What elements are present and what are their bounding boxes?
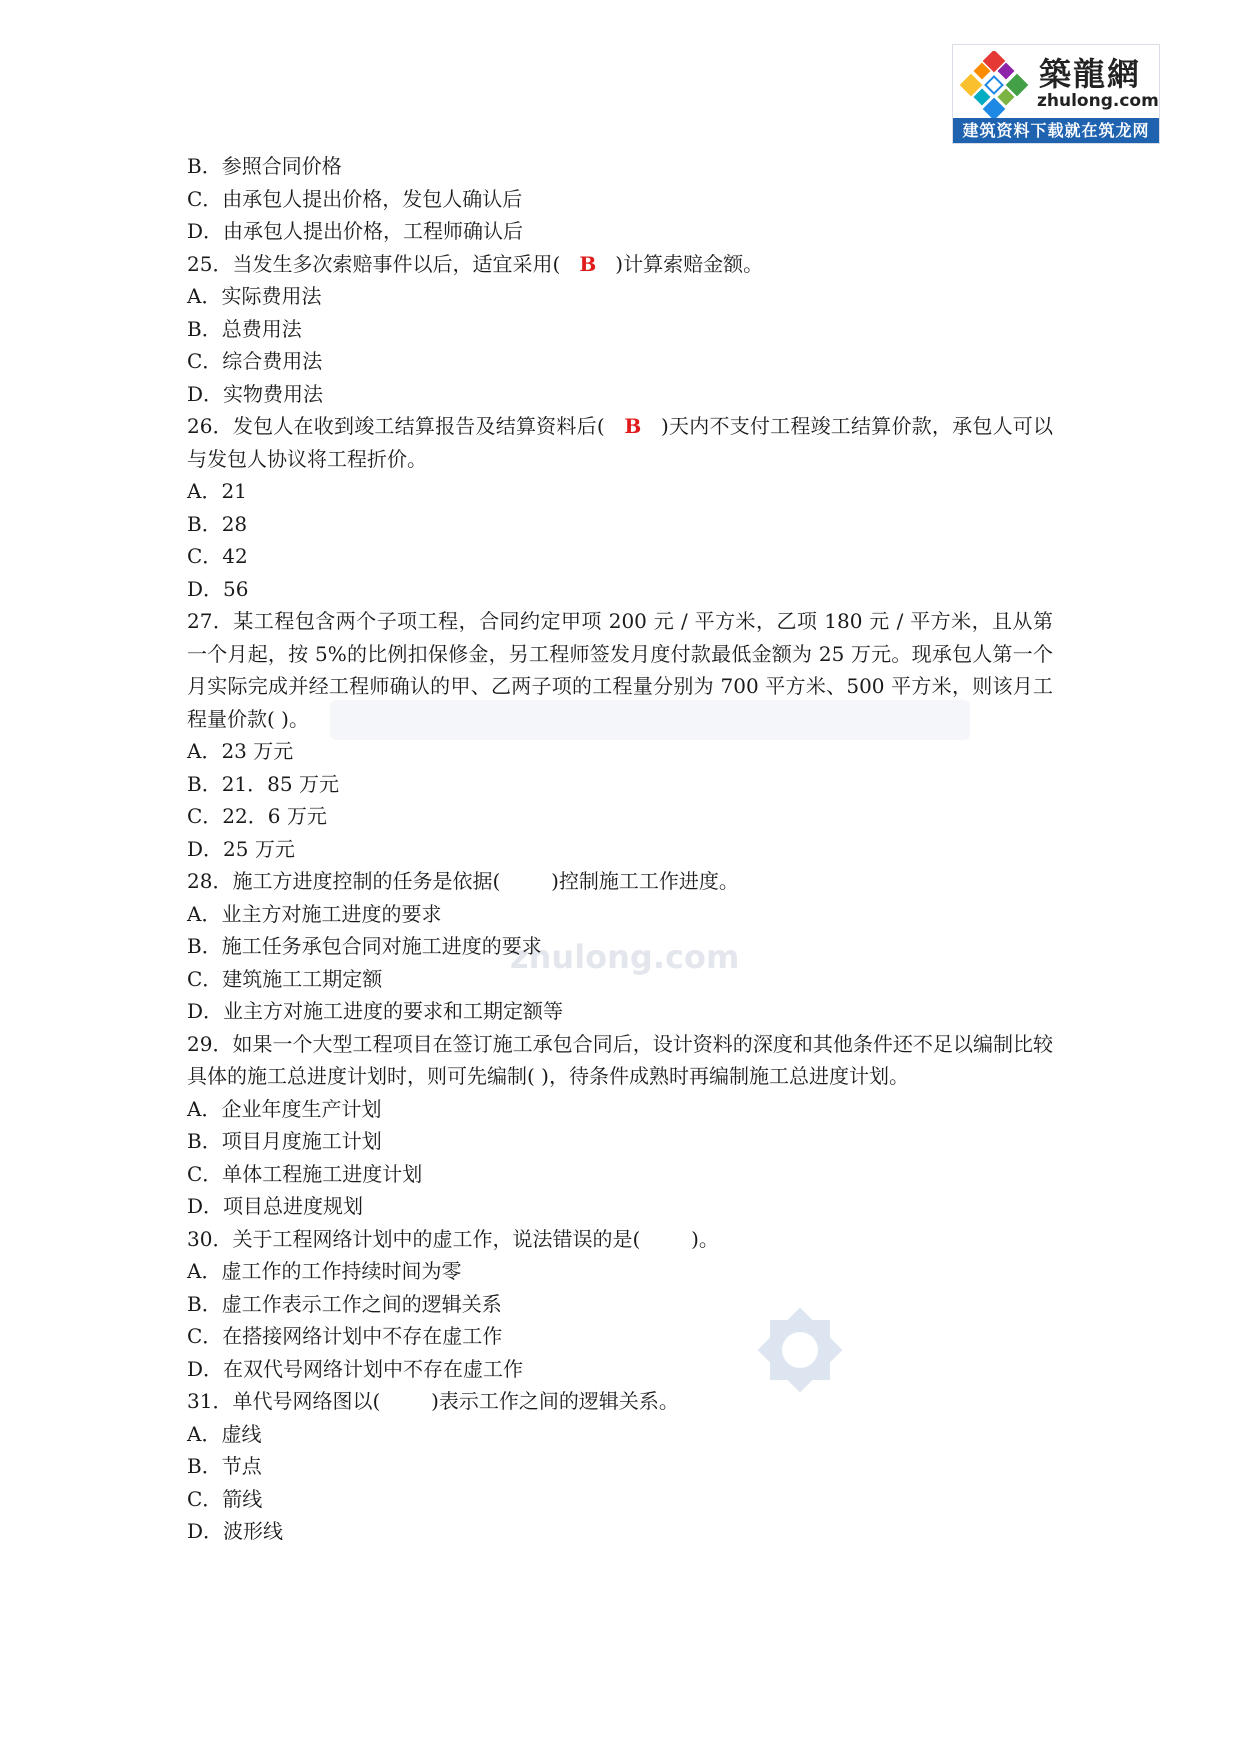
watermark-text: zhulong.com <box>510 938 740 976</box>
question-line: 27．某工程包含两个子项工程，合同约定甲项 200 元 / 平方米，乙项 180 元 / 平方米，且从第一个月起，按 5%的比例扣保修金，另工程师签发月度付款最低金额为 25 万元。现承包人第一个月实际完成并经工程师确认的甲、乙两子项的工程量分别为 700 平方米、500 平方米，则该月工程量价款( )。 <box>187 609 1053 731</box>
question-line <box>187 248 1053 281</box>
option-line: C．箭线 <box>187 1486 263 1511</box>
question-line: 31．单代号网络图以( )表示工作之间的逻辑关系。 <box>187 1389 679 1413</box>
option-line: D．由承包人提出价格，工程师确认后 <box>187 219 524 243</box>
option-line: C．42 <box>187 544 248 568</box>
option-line: B．总费用法 <box>187 316 302 341</box>
document-body <box>187 150 1053 1548</box>
question-line: 30．关于工程网络计划中的虚工作，说法错误的是( )。 <box>187 1226 719 1251</box>
option-line: D．项目总进度规划 <box>187 1194 364 1218</box>
option-line: A．虚工作的工作持续时间为零 <box>187 1259 462 1283</box>
option-line: A．业主方对施工进度的要求 <box>187 901 442 926</box>
question-text-post: )天内不支付工程竣工结算价款，承包人可以与发包人协议将工程折价。 <box>187 414 1054 471</box>
option-line: B．项目月度施工计划 <box>187 1129 382 1153</box>
answer-mark: B <box>579 251 597 276</box>
option-line: C．建筑施工工期定额 <box>187 966 383 991</box>
logo-domain: zhulong.com <box>1037 91 1159 111</box>
option-line: D．波形线 <box>187 1519 284 1543</box>
option-line: B．28 <box>187 511 248 536</box>
option-line: B．参照合同价格 <box>187 154 342 178</box>
option-line: B．施工任务承包合同对施工进度的要求 <box>187 934 542 958</box>
option-line: B．虚工作表示工作之间的逻辑关系 <box>187 1291 502 1316</box>
zhulong-logo <box>952 44 1160 144</box>
option-line: C．单体工程施工进度计划 <box>187 1161 423 1186</box>
option-line: B．节点 <box>187 1454 262 1478</box>
option-line: D．实物费用法 <box>187 381 324 406</box>
option-line: B．21．85 万元 <box>187 771 339 796</box>
question-line: 29．如果一个大型工程项目在签订施工承包合同后，设计资料的深度和其他条件还不足以编制比较具体的施工总进度计划时，则可先编制( )，待条件成熟时再编制施工总进度计划。 <box>187 1031 1053 1088</box>
zhulong-logo-icon <box>959 51 1029 121</box>
option-line: A．虚线 <box>187 1421 262 1446</box>
logo-slogan: 建筑资料下载就在筑龙网 <box>953 118 1159 143</box>
option-line: C．在搭接网络计划中不存在虚工作 <box>187 1324 503 1348</box>
question-text-pre: 26．发包人在收到竣工结算报告及结算资料后( <box>187 414 625 438</box>
question-text-pre: 25．当发生多次索赔事件以后，适宜采用( <box>187 251 580 276</box>
option-line: A．23 万元 <box>187 739 294 763</box>
option-line: A．企业年度生产计划 <box>187 1096 382 1121</box>
question-text-post: )计算索赔金额。 <box>596 251 764 276</box>
option-line: C．由承包人提出价格，发包人确认后 <box>187 186 523 211</box>
option-line: C．综合费用法 <box>187 349 323 373</box>
logo-chinese-name: 築龍網 <box>1039 55 1142 93</box>
option-line: D．业主方对施工进度的要求和工期定额等 <box>187 999 564 1023</box>
answer-mark: B <box>624 414 642 438</box>
option-line: D．25 万元 <box>187 836 295 861</box>
option-line: A．21 <box>187 479 247 503</box>
question-line <box>187 410 1053 475</box>
option-line: C．22．6 万元 <box>187 804 327 828</box>
option-line: D．在双代号网络计划中不存在虚工作 <box>187 1356 524 1381</box>
option-line: A．实际费用法 <box>187 284 322 308</box>
question-line: 28．施工方进度控制的任务是依据( )控制施工工作进度。 <box>187 869 739 893</box>
option-line: D．56 <box>187 576 249 601</box>
